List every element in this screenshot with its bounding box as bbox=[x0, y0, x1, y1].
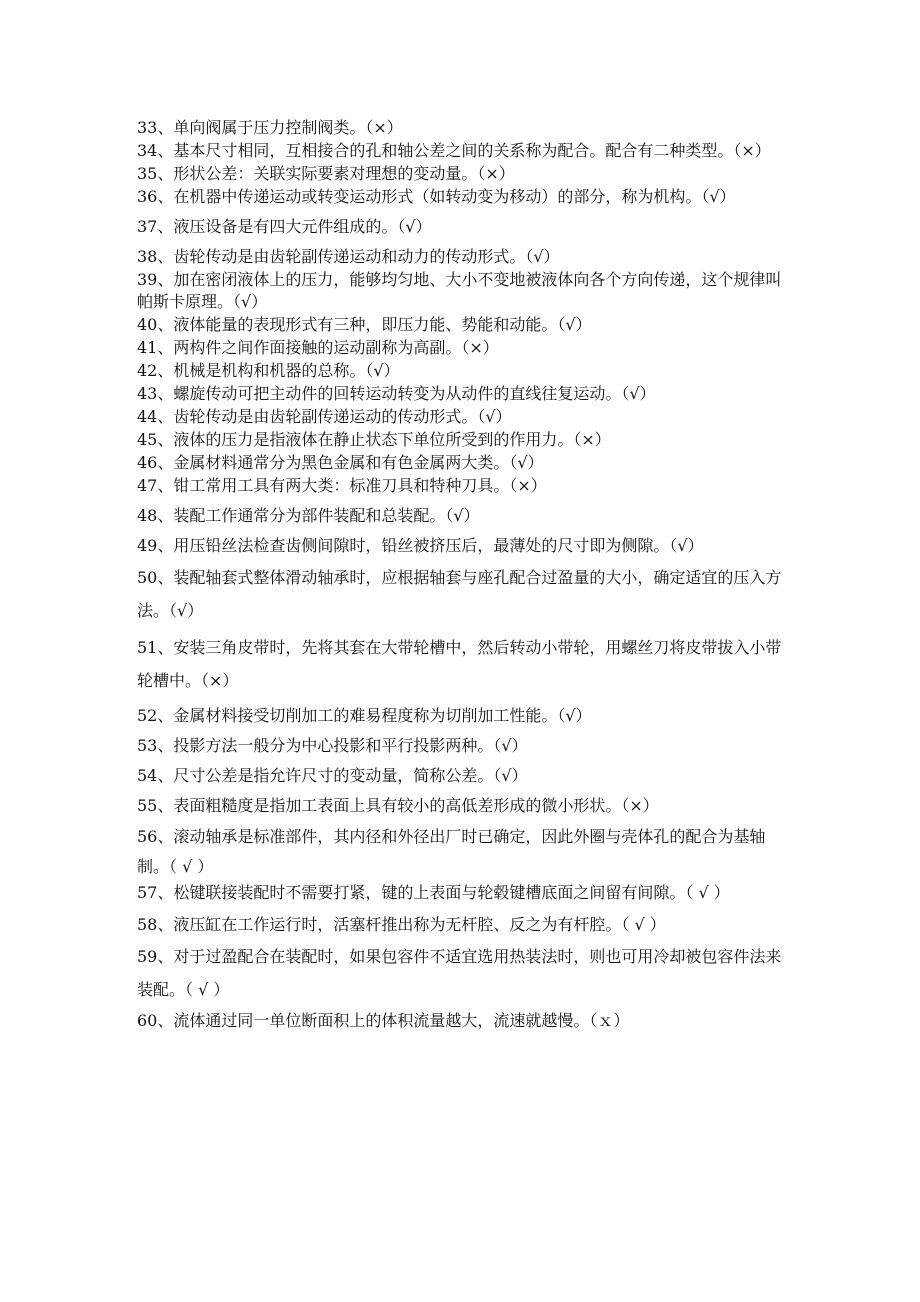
list-item: 41、两构件之间作面接触的运动副称为高副。（×） bbox=[137, 338, 499, 357]
list-item: 40、液体能量的表现形式有三种，即压力能、势能和动能。（√） bbox=[137, 315, 592, 334]
list-item: 37、液压设备是有四大元件组成的。（√） bbox=[137, 217, 432, 236]
list-item: 51、安装三角皮带时，先将其套在大带轮槽中，然后转动小带轮，用螺丝刀将皮带拔入小带轮槽中。（×） bbox=[137, 638, 782, 690]
list-item: 42、机械是机构和机器的总称。（√） bbox=[137, 361, 400, 380]
list-item: 52、金属材料接受切削加工的难易程度称为切削加工性能。（√） bbox=[137, 706, 592, 725]
list-item: 56、滚动轴承是标准部件，其内径和外径出厂时已确定，因此外圈与壳体孔的配合为基轴制。（ √ ） bbox=[137, 827, 766, 876]
list-item: 45、液体的压力是指液体在静止状态下单位所受到的作用力。（×） bbox=[137, 430, 611, 449]
list-item: 57、松键联接装配时不需要打紧，键的上表面与轮毂键槽底面之间留有间隙。（ √ ） bbox=[137, 883, 730, 902]
list-item: 54、尺寸公差是指允许尺寸的变动量，简称公差。（√） bbox=[137, 766, 528, 785]
list-item: 43、螺旋传动可把主动件的回转运动转变为从动件的直线往复运动。（√） bbox=[137, 384, 656, 403]
list-item: 48、装配工作通常分为部件装配和总装配。（√） bbox=[137, 506, 480, 525]
list-item: 60、流体通过同一单位断面积上的体积流量越大，流速就越慢。（ｘ） bbox=[137, 1011, 630, 1030]
list-item: 44、齿轮传动是由齿轮副传递运动的传动形式。（√） bbox=[137, 407, 512, 426]
list-item: 33、单向阀属于压力控制阀类。（×） bbox=[137, 118, 403, 137]
list-item: 47、钳工常用工具有两大类：标准刀具和特种刀具。（×） bbox=[137, 476, 547, 495]
list-item: 34、基本尺寸相同，互相接合的孔和轴公差之间的关系称为配合。配合有二种类型。（×） bbox=[137, 141, 771, 160]
list-item: 59、对于过盈配合在装配时，如果包容件不适宜选用热装法时，则也可用冷却被包容件法来装配。（ √ ） bbox=[137, 947, 782, 999]
list-item: 53、投影方法一般分为中心投影和平行投影两种。（√） bbox=[137, 736, 528, 755]
list-item: 49、用压铅丝法检查齿侧间隙时，铅丝被挤压后，最薄处的尺寸即为侧隙。（√） bbox=[137, 536, 704, 555]
question-list bbox=[137, 117, 785, 1032]
list-item: 35、形状公差：关联实际要素对理想的变动量。（×） bbox=[137, 164, 515, 183]
list-item: 46、金属材料通常分为黑色金属和有色金属两大类。（√） bbox=[137, 453, 544, 472]
list-item: 36、在机器中传递运动或转变运动形式（如转动变为移动）的部分，称为机构。（√） bbox=[137, 187, 736, 206]
list-item: 38、齿轮传动是由齿轮副传递运动和动力的传动形式。（√） bbox=[137, 247, 560, 266]
list-item: 39、加在密闭液体上的压力，能够均匀地、大小不变地被液体向各个方向传递，这个规律叫帕斯卡原理。（√） bbox=[137, 270, 782, 311]
list-item: 58、液压缸在工作运行时，活塞杆推出称为无杆腔、反之为有杆腔。（ √ ） bbox=[137, 915, 666, 934]
list-item: 55、表面粗糙度是指加工表面上具有较小的高低差形成的微小形状。（×） bbox=[137, 796, 659, 815]
list-item: 50、装配轴套式整体滑动轴承时，应根据轴套与座孔配合过盈量的大小，确定适宜的压入方法。（√） bbox=[137, 568, 782, 620]
